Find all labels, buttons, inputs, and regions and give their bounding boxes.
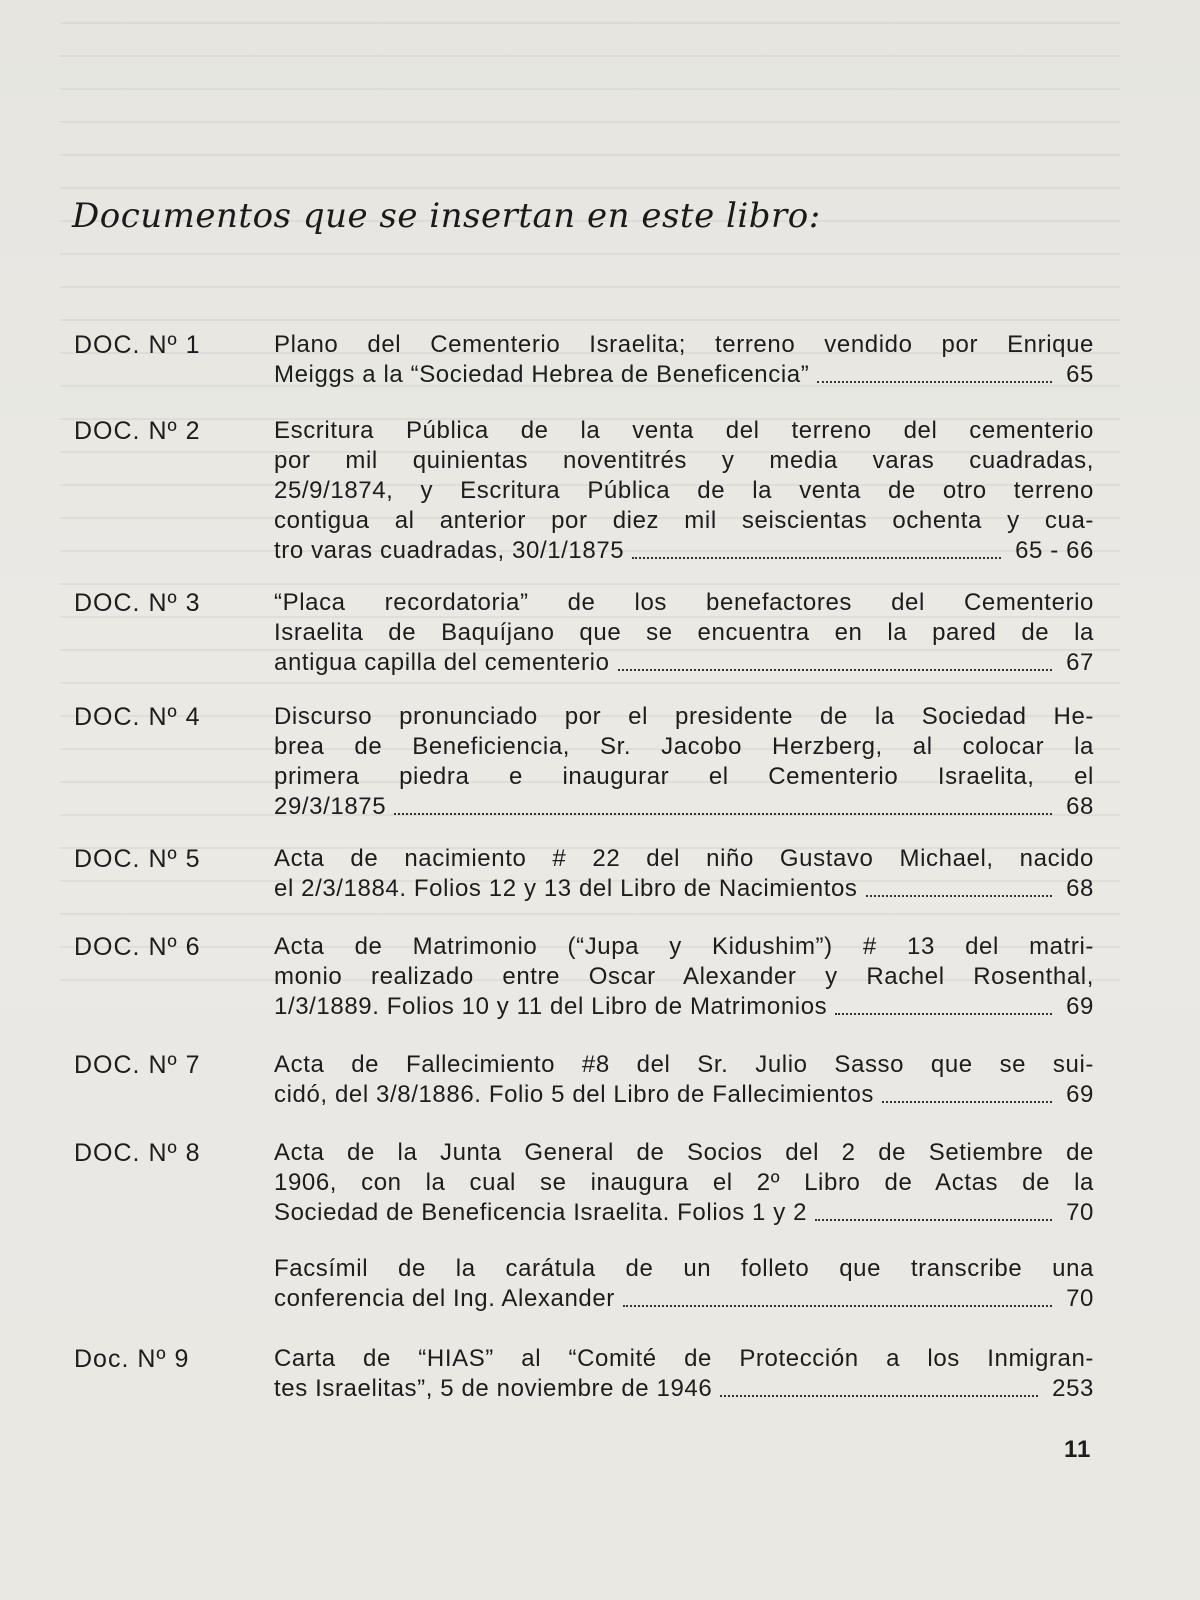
page-reference: 65 [1066,361,1094,388]
description-line: Plano del Cementerio Israelita; terreno vendido por Enrique [274,331,1094,358]
description-line: el 2/3/1884. Folios 12 y 13 del Libro de Nacimientos [274,875,858,902]
description-last-line [274,992,1094,1022]
dot-leader [623,1303,1052,1307]
dot-leader [866,893,1053,897]
page-reference: 67 [1066,649,1094,676]
description-line: Acta de Fallecimiento #8 del Sr. Julio Sasso que se sui- [274,1051,1094,1078]
description-last-line [274,1080,1094,1110]
description-line: Facsímil de la carátula de un folleto que transcribe una [274,1255,1094,1282]
document-description [274,1254,1094,1314]
description-last-line [274,536,1094,566]
description-line: antigua capilla del cementerio [274,649,610,676]
description-line: Carta de “HIAS” al “Comité de Protección a los Inmigran- [274,1345,1094,1372]
description-line: cidó, del 3/8/1886. Folio 5 del Libro de Fallecimientos [274,1081,874,1108]
description-line: 1906, con la cual se inaugura el 2º Libro de Actas de la [274,1169,1094,1196]
page-reference: 65 - 66 [1015,537,1094,564]
description-line: Discurso pronunciado por el presidente de la Sociedad He- [274,703,1094,730]
document-label: DOC. Nº 3 [74,589,201,617]
description-line: “Placa recordatoria” de los benefactores del Cementerio [274,589,1094,616]
description-line: 29/3/1875 [274,793,387,820]
dot-leader [835,1011,1052,1015]
description-line: Meiggs a la “Sociedad Hebrea de Beneficencia” [274,361,810,388]
page-reference: 253 [1052,1375,1094,1402]
description-line: Israelita de Baquíjano que se encuentra en la pared de la [274,619,1094,646]
description-line: primera piedra e inaugurar el Cementerio Israelita, el [274,763,1094,790]
description-line: 1/3/1889. Folios 10 y 11 del Libro de Matrimonios [274,993,828,1020]
dot-leader [618,667,1053,671]
document-label: Doc. Nº 9 [74,1345,190,1373]
document-label: DOC. Nº 8 [74,1139,201,1167]
description-line: Acta de nacimiento # 22 del niño Gustavo Michael, nacido [274,845,1094,872]
page-reference: 69 [1066,1081,1094,1108]
document-description [274,1344,1094,1404]
description-last-line [274,1198,1094,1228]
description-line: por mil quinientas noventitrés y media varas cuadradas, [274,447,1094,474]
document-label: DOC. Nº 6 [74,933,201,961]
description-last-line [274,874,1094,904]
dot-leader [817,379,1052,383]
document-description [274,416,1094,566]
description-last-line [274,1374,1094,1404]
description-line: Acta de Matrimonio (“Jupa y Kidushim”) # 13 del matri- [274,933,1094,960]
page-reference: 70 [1066,1285,1094,1312]
document-label: DOC. Nº 4 [74,703,201,731]
page-reference: 70 [1066,1199,1094,1226]
document-description [274,702,1094,822]
document-description [274,844,1094,904]
description-line: Escritura Pública de la venta del terreno del cementerio [274,417,1094,444]
page-reference: 68 [1066,875,1094,902]
description-line: tro varas cuadradas, 30/1/1875 [274,537,625,564]
description-line: brea de Beneficiencia, Sr. Jacobo Herzberg, al colocar la [274,733,1094,760]
dot-leader [394,811,1052,815]
description-line: monio realizado entre Oscar Alexander y Rachel Rosenthal, [274,963,1094,990]
description-line: 25/9/1874, y Escritura Pública de la venta de otro terreno [274,477,1094,504]
description-line: tes Israelitas”, 5 de noviembre de 1946 [274,1375,713,1402]
description-last-line [274,1284,1094,1314]
document-description [274,932,1094,1022]
document-label: DOC. Nº 1 [74,331,201,359]
document-label: DOC. Nº 7 [74,1051,201,1079]
page-reference: 69 [1066,993,1094,1020]
description-last-line [274,648,1094,678]
document-label: DOC. Nº 2 [74,417,201,445]
dot-leader [815,1217,1052,1221]
dot-leader [632,555,1001,559]
document-description [274,330,1094,390]
description-line: Sociedad de Beneficencia Israelita. Folios 1 y 2 [274,1199,808,1226]
description-last-line [274,792,1094,822]
dot-leader [882,1099,1052,1103]
document-label: DOC. Nº 5 [74,845,201,873]
description-line: conferencia del Ing. Alexander [274,1285,615,1312]
page-heading: Documentos que se insertan en este libro: [72,196,821,236]
document-description [274,588,1094,678]
document-description [274,1050,1094,1110]
page-reference: 68 [1066,793,1094,820]
document-description [274,1138,1094,1228]
page-number: 11 [1064,1436,1092,1463]
description-line: Acta de la Junta General de Socios del 2 de Setiembre de [274,1139,1094,1166]
description-last-line [274,360,1094,390]
description-line: contigua al anterior por diez mil seiscientas ochenta y cua- [274,507,1094,534]
dot-leader [720,1393,1038,1397]
